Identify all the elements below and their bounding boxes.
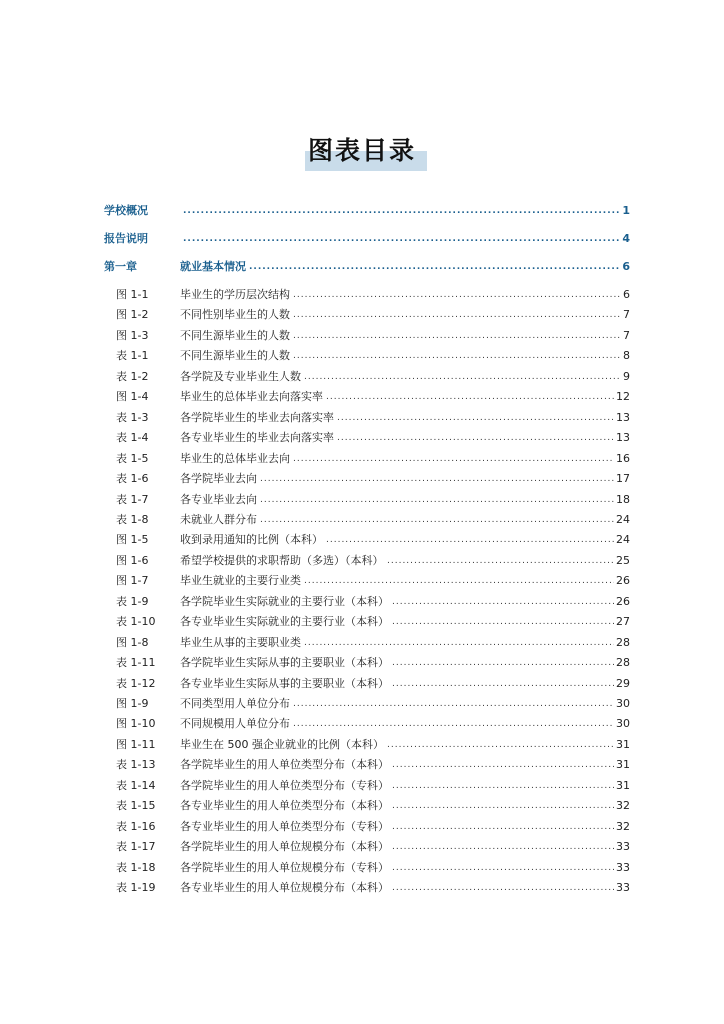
- toc-title: 就业基本情况: [180, 258, 248, 276]
- toc-page-number: 6: [622, 260, 630, 273]
- toc-label: 表 1-9: [116, 595, 149, 608]
- toc-leader-dots: [392, 654, 614, 672]
- toc-leader-dots: [260, 491, 614, 509]
- toc-leader-dots: [293, 450, 614, 468]
- toc-leader-dots: [387, 736, 614, 754]
- toc-entry-row[interactable]: [0, 613, 724, 631]
- toc-label: 表 1-10: [116, 615, 156, 628]
- toc-leader-dots: [293, 306, 621, 324]
- toc-title: 不同生源毕业生的人数: [180, 327, 292, 345]
- toc-label: 表 1-8: [116, 513, 149, 526]
- toc-page-number: 17: [616, 472, 630, 485]
- toc-entry-row[interactable]: [0, 552, 724, 570]
- toc-leader-dots: [392, 818, 614, 836]
- toc-label: 报告说明: [104, 232, 148, 245]
- toc-leader-dots: [293, 327, 621, 345]
- toc-leader-dots: [183, 230, 620, 248]
- toc-label: 学校概况: [104, 204, 148, 217]
- toc-label: 表 1-2: [116, 370, 149, 383]
- toc-chapter-row[interactable]: [0, 202, 724, 220]
- toc-entry-row[interactable]: [0, 593, 724, 611]
- toc-leader-dots: [337, 409, 614, 427]
- toc-label: 表 1-1: [116, 349, 149, 362]
- toc-title: 不同生源毕业生的人数: [180, 347, 292, 365]
- toc-entry-row[interactable]: [0, 450, 724, 468]
- toc-page-number: 6: [623, 288, 630, 301]
- toc-entry-row[interactable]: [0, 409, 724, 427]
- toc-leader-dots: [293, 286, 621, 304]
- toc-label: 表 1-4: [116, 431, 149, 444]
- toc-entry-row[interactable]: [0, 388, 724, 406]
- toc-title: 希望学校提供的求职帮助（多选）（本科）: [180, 552, 386, 570]
- toc-page-number: 9: [623, 370, 630, 383]
- toc-entry-row[interactable]: [0, 306, 724, 324]
- toc-leader-dots: [249, 258, 620, 276]
- toc-leader-dots: [392, 613, 614, 631]
- toc-entry-row[interactable]: [0, 715, 724, 733]
- toc-label: 表 1-12: [116, 677, 156, 690]
- toc-title: 毕业生从事的主要职业类: [180, 634, 303, 652]
- toc-page-number: 29: [616, 677, 630, 690]
- toc-label: 图 1-3: [116, 329, 149, 342]
- toc-leader-dots: [326, 531, 614, 549]
- toc-title: 毕业生的学历层次结构: [180, 286, 292, 304]
- toc-entry-row[interactable]: [0, 491, 724, 509]
- toc-title: 各专业毕业生实际从事的主要职业（本科）: [180, 675, 391, 693]
- toc-page-number: 33: [616, 881, 630, 894]
- toc-title: 各学院毕业生的用人单位规模分布（本科）: [180, 838, 391, 856]
- toc-page-number: 33: [616, 840, 630, 853]
- toc-title: 毕业生的总体毕业去向: [180, 450, 292, 468]
- toc-entry-row[interactable]: [0, 470, 724, 488]
- toc-leader-dots: [392, 593, 614, 611]
- toc-page-number: 26: [616, 574, 630, 587]
- toc-title: 各学院毕业生实际从事的主要职业（本科）: [180, 654, 391, 672]
- toc-page-number: 28: [616, 656, 630, 669]
- toc-label: 图 1-8: [116, 636, 149, 649]
- toc-page-number: 24: [616, 533, 630, 546]
- toc-page-number: 7: [623, 308, 630, 321]
- toc-entry-row[interactable]: [0, 777, 724, 795]
- toc-label: 图 1-4: [116, 390, 149, 403]
- toc-title: 各专业毕业生的用人单位类型分布（本科）: [180, 797, 391, 815]
- toc-title: 各专业毕业生实际就业的主要行业（本科）: [180, 613, 391, 631]
- toc-page-number: 1: [622, 204, 630, 217]
- toc-entry-row[interactable]: [0, 736, 724, 754]
- toc-entry-row[interactable]: [0, 347, 724, 365]
- toc-title: 各学院毕业生的毕业去向落实率: [180, 409, 336, 427]
- toc-page-number: 33: [616, 861, 630, 874]
- toc-page-number: 30: [616, 717, 630, 730]
- toc-label: 图 1-7: [116, 574, 149, 587]
- toc-page-number: 31: [616, 738, 630, 751]
- toc-label: 表 1-15: [116, 799, 156, 812]
- toc-page-number: 7: [623, 329, 630, 342]
- toc-entry-row[interactable]: [0, 859, 724, 877]
- toc-leader-dots: [392, 675, 614, 693]
- toc-page-number: 28: [616, 636, 630, 649]
- toc-title: 各学院及专业毕业生人数: [180, 368, 303, 386]
- toc-leader-dots: [392, 756, 614, 774]
- toc-page-number: 13: [616, 411, 630, 424]
- toc-title: 毕业生在 500 强企业就业的比例（本科）: [180, 736, 386, 754]
- toc-leader-dots: [326, 388, 614, 406]
- toc-entry-row[interactable]: [0, 756, 724, 774]
- toc-entry-row[interactable]: [0, 511, 724, 529]
- toc-leader-dots: [183, 202, 620, 220]
- toc-page-number: 13: [616, 431, 630, 444]
- toc-entry-row[interactable]: [0, 879, 724, 897]
- toc-leader-dots: [392, 838, 614, 856]
- toc-title: 各专业毕业生的用人单位类型分布（专科）: [180, 818, 391, 836]
- toc-page-number: 4: [622, 232, 630, 245]
- toc-entry-row[interactable]: [0, 531, 724, 549]
- toc-title: 各专业毕业去向: [180, 491, 259, 509]
- toc-label: 表 1-6: [116, 472, 149, 485]
- toc-title: 各专业毕业生的用人单位规模分布（本科）: [180, 879, 391, 897]
- toc-label: 表 1-17: [116, 840, 156, 853]
- toc-entry-row[interactable]: [0, 797, 724, 815]
- toc-label: 图 1-2: [116, 308, 149, 321]
- toc-label: 表 1-19: [116, 881, 156, 894]
- toc-label: 表 1-11: [116, 656, 156, 669]
- toc-entry-row[interactable]: [0, 572, 724, 590]
- toc-label: 表 1-7: [116, 493, 149, 506]
- toc-leader-dots: [293, 347, 621, 365]
- toc-page-number: 27: [616, 615, 630, 628]
- toc-page-number: 8: [623, 349, 630, 362]
- toc-title: 各学院毕业生的用人单位类型分布（专科）: [180, 777, 391, 795]
- toc-page-number: 25: [616, 554, 630, 567]
- page-title: 图表目录: [307, 136, 416, 165]
- toc-leader-dots: [337, 429, 614, 447]
- toc-leader-dots: [392, 797, 614, 815]
- toc-chapter-row[interactable]: [0, 258, 724, 276]
- toc-entry-row[interactable]: [0, 675, 724, 693]
- toc-entry-row[interactable]: [0, 634, 724, 652]
- toc-title: 收到录用通知的比例（本科）: [180, 531, 325, 549]
- toc-page-number: 32: [616, 820, 630, 833]
- toc-title: 各学院毕业生的用人单位类型分布（本科）: [180, 756, 391, 774]
- toc-label: 表 1-16: [116, 820, 156, 833]
- toc-leader-dots: [293, 695, 614, 713]
- toc-page-number: 26: [616, 595, 630, 608]
- toc-title: 各学院毕业生的用人单位规模分布（专科）: [180, 859, 391, 877]
- toc-entry-row[interactable]: [0, 654, 724, 672]
- toc-page-number: 12: [616, 390, 630, 403]
- toc-entry-row[interactable]: [0, 368, 724, 386]
- toc-page-number: 31: [616, 758, 630, 771]
- toc-label: 表 1-5: [116, 452, 149, 465]
- toc-leader-dots: [392, 879, 614, 897]
- toc-label: 图 1-1: [116, 288, 149, 301]
- toc-title: 不同性别毕业生的人数: [180, 306, 292, 324]
- toc-leader-dots: [260, 470, 614, 488]
- toc-title: 毕业生的总体毕业去向落实率: [180, 388, 325, 406]
- toc-label: 表 1-14: [116, 779, 156, 792]
- toc-entry-row[interactable]: [0, 429, 724, 447]
- toc-label: 图 1-10: [116, 717, 156, 730]
- title-wrapper: [0, 133, 724, 169]
- toc-entry-row[interactable]: [0, 286, 724, 304]
- toc-label: 图 1-6: [116, 554, 149, 567]
- toc-title: 各学院毕业去向: [180, 470, 259, 488]
- toc-page-number: 24: [616, 513, 630, 526]
- toc-chapter-row[interactable]: [0, 230, 724, 248]
- toc-label: 表 1-3: [116, 411, 149, 424]
- toc-entry-row[interactable]: [0, 818, 724, 836]
- toc-entry-row[interactable]: [0, 695, 724, 713]
- toc-title: 各专业毕业生的毕业去向落实率: [180, 429, 336, 447]
- toc-page-number: 30: [616, 697, 630, 710]
- toc-label: 图 1-9: [116, 697, 149, 710]
- toc-leader-dots: [387, 552, 614, 570]
- toc-label: 表 1-18: [116, 861, 156, 874]
- toc-title: 毕业生就业的主要行业类: [180, 572, 303, 590]
- toc-label: 图 1-11: [116, 738, 156, 751]
- toc-label: 表 1-13: [116, 758, 156, 771]
- toc-leader-dots: [304, 572, 614, 590]
- toc-leader-dots: [392, 777, 614, 795]
- toc-leader-dots: [304, 368, 621, 386]
- toc-leader-dots: [293, 715, 614, 733]
- toc-label: 图 1-5: [116, 533, 149, 546]
- toc-title: 不同规模用人单位分布: [180, 715, 292, 733]
- toc-title: 不同类型用人单位分布: [180, 695, 292, 713]
- toc-entry-row[interactable]: [0, 838, 724, 856]
- toc-page-number: 16: [616, 452, 630, 465]
- toc-leader-dots: [304, 634, 614, 652]
- toc-label: 第一章: [104, 260, 137, 273]
- toc-entry-row[interactable]: [0, 327, 724, 345]
- toc-page-number: 18: [616, 493, 630, 506]
- toc-page-number: 31: [616, 779, 630, 792]
- toc-leader-dots: [260, 511, 614, 529]
- toc-title: 未就业人群分布: [180, 511, 259, 529]
- toc-title: 各学院毕业生实际就业的主要行业（本科）: [180, 593, 391, 611]
- toc-page-number: 32: [616, 799, 630, 812]
- toc-leader-dots: [392, 859, 614, 877]
